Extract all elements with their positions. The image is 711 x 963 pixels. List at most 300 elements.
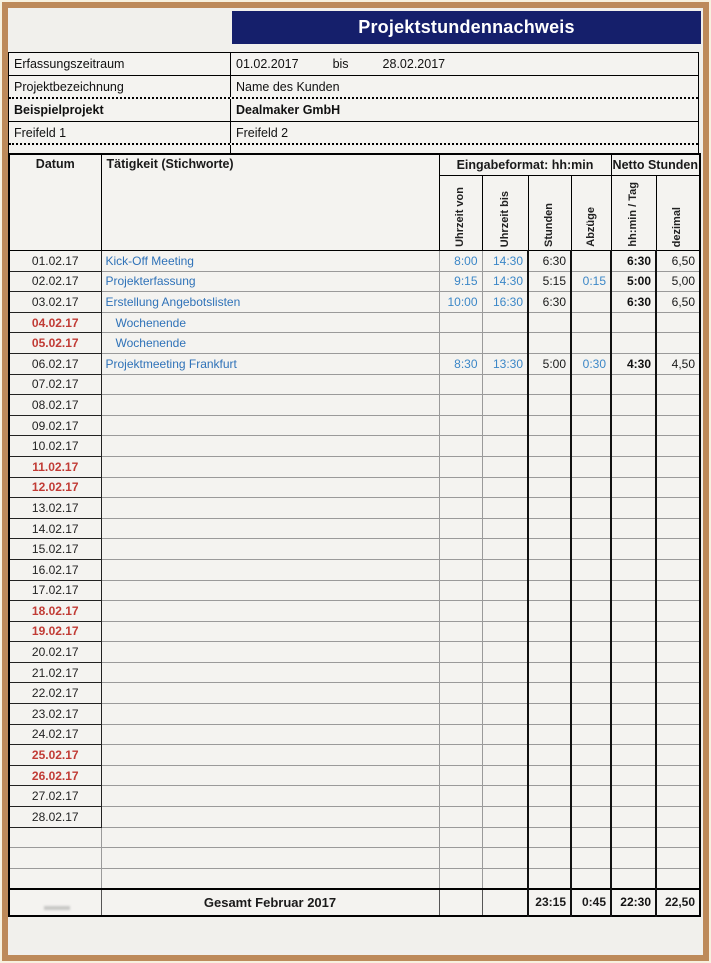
column-header-abzuege <box>571 176 611 251</box>
cell-date[interactable]: 11.02.17 <box>9 456 101 477</box>
cell-dezimal[interactable] <box>656 312 700 333</box>
cell-activity[interactable] <box>101 807 439 828</box>
cell-abzuege[interactable] <box>571 415 611 436</box>
cell-activity[interactable] <box>101 477 439 498</box>
cell-date[interactable]: 03.02.17 <box>9 292 101 313</box>
cell-activity[interactable] <box>101 683 439 704</box>
cell-abzuege[interactable] <box>571 539 611 560</box>
period-bis-word: bis <box>332 57 349 71</box>
cell-abzuege[interactable] <box>571 786 611 807</box>
cell-date[interactable]: 24.02.17 <box>9 724 101 745</box>
cell-abzuege[interactable] <box>571 456 611 477</box>
cell-bis[interactable] <box>482 498 528 519</box>
cell-stunden[interactable] <box>528 498 571 519</box>
cell-activity[interactable] <box>101 518 439 539</box>
cell-von[interactable]: 10:00 <box>439 292 482 313</box>
cell-abzuege[interactable] <box>571 642 611 663</box>
cell-date[interactable]: 01.02.17 <box>9 251 101 272</box>
cell-hhmin[interactable] <box>611 498 656 519</box>
cell-stunden[interactable] <box>528 786 571 807</box>
cell-activity[interactable] <box>101 415 439 436</box>
cell-date[interactable]: 02.02.17 <box>9 271 101 292</box>
total-von-cell <box>439 889 482 916</box>
cell-date[interactable] <box>9 848 101 869</box>
cell-bis[interactable] <box>482 374 528 395</box>
cell-hhmin[interactable] <box>611 518 656 539</box>
cell-bis[interactable] <box>482 704 528 725</box>
cell-bis[interactable] <box>482 601 528 622</box>
cell-stunden[interactable]: 6:30 <box>528 292 571 313</box>
cell-von[interactable] <box>439 456 482 477</box>
cell-dezimal[interactable]: 6,50 <box>656 292 700 313</box>
cell-date[interactable]: 27.02.17 <box>9 786 101 807</box>
cell-von[interactable] <box>439 807 482 828</box>
cell-dezimal[interactable] <box>656 704 700 725</box>
cell-bis[interactable] <box>482 395 528 416</box>
cell-hhmin[interactable] <box>611 621 656 642</box>
cell-hhmin[interactable] <box>611 559 656 580</box>
cell-dezimal[interactable] <box>656 765 700 786</box>
cell-stunden[interactable] <box>528 601 571 622</box>
cell-activity[interactable] <box>101 704 439 725</box>
cell-bis[interactable] <box>482 333 528 354</box>
cell-abzuege[interactable] <box>571 868 611 889</box>
total-label: Gesamt Februar 2017 <box>101 889 439 916</box>
cell-bis[interactable] <box>482 436 528 457</box>
table-row <box>9 868 700 889</box>
cell-dezimal[interactable] <box>656 724 700 745</box>
cell-dezimal[interactable] <box>656 683 700 704</box>
cell-activity[interactable] <box>101 456 439 477</box>
cell-bis[interactable] <box>482 745 528 766</box>
cell-bis[interactable] <box>482 477 528 498</box>
cell-stunden[interactable] <box>528 580 571 601</box>
cell-bis[interactable] <box>482 827 528 848</box>
cell-abzuege[interactable] <box>571 580 611 601</box>
cell-hhmin[interactable]: 6:30 <box>611 251 656 272</box>
cell-stunden[interactable] <box>528 765 571 786</box>
cell-bis[interactable] <box>482 621 528 642</box>
cell-hhmin[interactable] <box>611 374 656 395</box>
cell-von[interactable] <box>439 786 482 807</box>
cell-activity[interactable] <box>101 848 439 869</box>
cell-von[interactable] <box>439 539 482 560</box>
cell-von[interactable] <box>439 662 482 683</box>
cell-hhmin[interactable] <box>611 868 656 889</box>
column-header-uhrzeit-bis <box>482 176 528 251</box>
cell-dezimal[interactable] <box>656 518 700 539</box>
cell-date[interactable] <box>9 868 101 889</box>
cell-dezimal[interactable] <box>656 601 700 622</box>
cell-von[interactable] <box>439 683 482 704</box>
table-row <box>9 539 700 560</box>
cell-date[interactable]: 05.02.17 <box>9 333 101 354</box>
cell-hhmin[interactable] <box>611 786 656 807</box>
cell-abzuege[interactable] <box>571 704 611 725</box>
cell-von[interactable] <box>439 559 482 580</box>
cell-stunden[interactable] <box>528 827 571 848</box>
table-row <box>9 848 700 869</box>
cell-hhmin[interactable] <box>611 333 656 354</box>
cell-von[interactable]: 8:30 <box>439 353 482 374</box>
project-value[interactable]: Beispielprojekt <box>9 99 231 121</box>
cell-von[interactable] <box>439 415 482 436</box>
stunden-label: Stunden <box>543 203 556 247</box>
cell-abzuege[interactable] <box>571 745 611 766</box>
cell-von[interactable] <box>439 827 482 848</box>
artifact-smudge <box>44 906 70 910</box>
cell-abzuege[interactable] <box>571 374 611 395</box>
uhrzeit-von-label: Uhrzeit von <box>454 187 467 247</box>
cell-von[interactable] <box>439 848 482 869</box>
dezimal-label: dezimal <box>671 206 684 247</box>
column-header-hhmin-tag <box>611 176 656 251</box>
table-row <box>9 786 700 807</box>
cell-von[interactable] <box>439 704 482 725</box>
timesheet-table <box>8 153 701 917</box>
table-row <box>9 271 700 292</box>
cell-hhmin[interactable] <box>611 395 656 416</box>
cell-activity[interactable] <box>101 745 439 766</box>
timesheet-body <box>9 251 700 889</box>
table-row <box>9 601 700 622</box>
cell-date[interactable]: 22.02.17 <box>9 683 101 704</box>
cell-date[interactable]: 18.02.17 <box>9 601 101 622</box>
period-value-cell[interactable] <box>231 53 698 75</box>
cell-abzuege[interactable] <box>571 395 611 416</box>
project-label-row <box>9 76 698 99</box>
cell-activity[interactable] <box>101 580 439 601</box>
cell-date[interactable]: 20.02.17 <box>9 642 101 663</box>
cell-date[interactable]: 23.02.17 <box>9 704 101 725</box>
cell-date[interactable]: 26.02.17 <box>9 765 101 786</box>
cell-hhmin[interactable] <box>611 848 656 869</box>
cell-von[interactable] <box>439 580 482 601</box>
cell-bis[interactable] <box>482 786 528 807</box>
cell-von[interactable]: 8:00 <box>439 251 482 272</box>
cell-dezimal[interactable] <box>656 374 700 395</box>
cell-von[interactable] <box>439 498 482 519</box>
cell-bis[interactable] <box>482 642 528 663</box>
cell-abzuege[interactable] <box>571 333 611 354</box>
cell-von[interactable] <box>439 745 482 766</box>
cell-stunden[interactable] <box>528 683 571 704</box>
cell-date[interactable]: 15.02.17 <box>9 539 101 560</box>
cell-dezimal[interactable]: 5,00 <box>656 271 700 292</box>
cell-date[interactable]: 16.02.17 <box>9 559 101 580</box>
cell-bis[interactable]: 13:30 <box>482 353 528 374</box>
cell-date[interactable]: 28.02.17 <box>9 807 101 828</box>
cell-stunden[interactable] <box>528 395 571 416</box>
cell-abzuege[interactable] <box>571 251 611 272</box>
cell-abzuege[interactable] <box>571 848 611 869</box>
column-header-stunden <box>528 176 571 251</box>
cell-abzuege[interactable]: 0:15 <box>571 271 611 292</box>
cell-abzuege[interactable] <box>571 559 611 580</box>
cell-von[interactable]: 9:15 <box>439 271 482 292</box>
cell-date[interactable]: 08.02.17 <box>9 395 101 416</box>
cell-hhmin[interactable]: 6:30 <box>611 292 656 313</box>
cell-activity[interactable] <box>101 601 439 622</box>
table-row <box>9 518 700 539</box>
cell-activity[interactable] <box>101 786 439 807</box>
cell-stunden[interactable]: 5:00 <box>528 353 571 374</box>
cell-hhmin[interactable]: 5:00 <box>611 271 656 292</box>
cell-bis[interactable] <box>482 518 528 539</box>
cell-activity[interactable] <box>101 621 439 642</box>
cell-von[interactable] <box>439 477 482 498</box>
cell-stunden[interactable] <box>528 312 571 333</box>
cell-dezimal[interactable] <box>656 415 700 436</box>
cell-abzuege[interactable] <box>571 518 611 539</box>
cell-bis[interactable] <box>482 868 528 889</box>
cell-von[interactable] <box>439 312 482 333</box>
cell-dezimal[interactable] <box>656 807 700 828</box>
cell-stunden[interactable] <box>528 477 571 498</box>
cell-stunden[interactable] <box>528 745 571 766</box>
cell-bis[interactable]: 14:30 <box>482 251 528 272</box>
cell-bis[interactable] <box>482 765 528 786</box>
cell-abzuege[interactable] <box>571 827 611 848</box>
total-bis-cell <box>482 889 528 916</box>
cell-date[interactable]: 10.02.17 <box>9 436 101 457</box>
cell-bis[interactable] <box>482 456 528 477</box>
cell-date[interactable]: 25.02.17 <box>9 745 101 766</box>
total-row <box>9 889 700 916</box>
cell-activity[interactable] <box>101 539 439 560</box>
cell-stunden[interactable] <box>528 374 571 395</box>
table-row <box>9 436 700 457</box>
cell-stunden[interactable] <box>528 559 571 580</box>
cell-date[interactable]: 04.02.17 <box>9 312 101 333</box>
cell-abzuege[interactable] <box>571 662 611 683</box>
total-hhmin-tag: 22:30 <box>611 889 656 916</box>
cell-activity[interactable]: Projektmeeting Frankfurt <box>101 353 439 374</box>
cell-hhmin[interactable] <box>611 807 656 828</box>
cell-activity[interactable] <box>101 559 439 580</box>
cell-date[interactable]: 06.02.17 <box>9 353 101 374</box>
cell-bis[interactable] <box>482 683 528 704</box>
cell-hhmin[interactable] <box>611 436 656 457</box>
cell-von[interactable] <box>439 333 482 354</box>
cell-dezimal[interactable]: 6,50 <box>656 251 700 272</box>
cell-hhmin[interactable] <box>611 642 656 663</box>
cell-bis[interactable] <box>482 848 528 869</box>
cell-von[interactable] <box>439 621 482 642</box>
table-row <box>9 642 700 663</box>
cell-date[interactable]: 12.02.17 <box>9 477 101 498</box>
cell-dezimal[interactable] <box>656 868 700 889</box>
cell-activity[interactable]: Projekterfassung <box>101 271 439 292</box>
cell-dezimal[interactable] <box>656 477 700 498</box>
cell-hhmin[interactable] <box>611 456 656 477</box>
table-row <box>9 292 700 313</box>
cell-bis[interactable] <box>482 415 528 436</box>
cell-hhmin[interactable]: 4:30 <box>611 353 656 374</box>
table-row <box>9 374 700 395</box>
table-row <box>9 807 700 828</box>
cell-hhmin[interactable] <box>611 312 656 333</box>
cell-dezimal[interactable] <box>656 456 700 477</box>
cell-stunden[interactable] <box>528 333 571 354</box>
cell-bis[interactable]: 14:30 <box>482 271 528 292</box>
cell-von[interactable] <box>439 395 482 416</box>
cell-activity[interactable] <box>101 662 439 683</box>
cell-stunden[interactable] <box>528 518 571 539</box>
cell-dezimal[interactable] <box>656 395 700 416</box>
table-row <box>9 559 700 580</box>
cell-stunden[interactable] <box>528 868 571 889</box>
cell-dezimal[interactable] <box>656 786 700 807</box>
cell-stunden[interactable] <box>528 456 571 477</box>
fields-spacer-row <box>9 145 698 153</box>
cell-dezimal[interactable] <box>656 333 700 354</box>
table-row <box>9 312 700 333</box>
cell-date[interactable]: 19.02.17 <box>9 621 101 642</box>
header-fields <box>8 52 699 154</box>
cell-activity[interactable] <box>101 868 439 889</box>
total-dezimal: 22,50 <box>656 889 700 916</box>
cell-hhmin[interactable] <box>611 765 656 786</box>
abzuege-label: Abzüge <box>584 207 597 247</box>
cell-date[interactable]: 09.02.17 <box>9 415 101 436</box>
cell-von[interactable] <box>439 374 482 395</box>
cell-activity[interactable]: Wochenende <box>101 312 439 333</box>
cell-stunden[interactable]: 6:30 <box>528 251 571 272</box>
table-row <box>9 662 700 683</box>
period-from[interactable]: 01.02.2017 <box>236 57 299 71</box>
cell-bis[interactable] <box>482 539 528 560</box>
column-header-uhrzeit-von <box>439 176 482 251</box>
cell-hhmin[interactable] <box>611 827 656 848</box>
cell-hhmin[interactable] <box>611 415 656 436</box>
cell-abzuege[interactable] <box>571 477 611 498</box>
cell-hhmin[interactable] <box>611 580 656 601</box>
cell-dezimal[interactable] <box>656 539 700 560</box>
cell-dezimal[interactable] <box>656 498 700 519</box>
cell-stunden[interactable] <box>528 704 571 725</box>
cell-date[interactable] <box>9 827 101 848</box>
cell-bis[interactable] <box>482 559 528 580</box>
cell-stunden[interactable] <box>528 807 571 828</box>
cell-dezimal[interactable] <box>656 621 700 642</box>
cell-hhmin[interactable] <box>611 683 656 704</box>
cell-abzuege[interactable] <box>571 436 611 457</box>
cell-activity[interactable]: Kick-Off Meeting <box>101 251 439 272</box>
free-field-1[interactable]: Freifeld 1 <box>9 122 231 143</box>
table-row <box>9 621 700 642</box>
period-label: Erfassungszeitraum <box>9 53 231 75</box>
cell-abzuege[interactable] <box>571 621 611 642</box>
cell-activity[interactable] <box>101 498 439 519</box>
cell-dezimal[interactable] <box>656 436 700 457</box>
cell-stunden[interactable] <box>528 539 571 560</box>
fields-spacer-left <box>9 145 231 153</box>
cell-activity[interactable] <box>101 642 439 663</box>
cell-bis[interactable]: 16:30 <box>482 292 528 313</box>
cell-dezimal[interactable] <box>656 745 700 766</box>
cell-hhmin[interactable] <box>611 662 656 683</box>
customer-value[interactable]: Dealmaker GmbH <box>236 103 341 117</box>
cell-hhmin[interactable] <box>611 704 656 725</box>
cell-stunden[interactable] <box>528 436 571 457</box>
column-header-taetigkeit: Tätigkeit (Stichworte) <box>101 154 439 251</box>
table-row <box>9 353 700 374</box>
cell-von[interactable] <box>439 642 482 663</box>
cell-activity[interactable] <box>101 374 439 395</box>
cell-activity[interactable] <box>101 395 439 416</box>
table-row <box>9 415 700 436</box>
cell-dezimal[interactable] <box>656 662 700 683</box>
period-to[interactable]: 28.02.2017 <box>382 57 446 71</box>
cell-hhmin[interactable] <box>611 601 656 622</box>
cell-stunden[interactable] <box>528 662 571 683</box>
cell-activity[interactable]: Wochenende <box>101 333 439 354</box>
cell-date[interactable]: 13.02.17 <box>9 498 101 519</box>
cell-von[interactable] <box>439 601 482 622</box>
cell-hhmin[interactable] <box>611 745 656 766</box>
cell-stunden[interactable] <box>528 642 571 663</box>
cell-activity[interactable] <box>101 724 439 745</box>
cell-date[interactable]: 21.02.17 <box>9 662 101 683</box>
cell-stunden[interactable] <box>528 724 571 745</box>
cell-von[interactable] <box>439 518 482 539</box>
cell-activity[interactable] <box>101 827 439 848</box>
cell-hhmin[interactable] <box>611 724 656 745</box>
cell-abzuege[interactable] <box>571 601 611 622</box>
cell-activity[interactable] <box>101 436 439 457</box>
cell-stunden[interactable] <box>528 621 571 642</box>
cell-dezimal[interactable] <box>656 580 700 601</box>
cell-abzuege[interactable]: 0:30 <box>571 353 611 374</box>
cell-stunden[interactable]: 5:15 <box>528 271 571 292</box>
cell-abzuege[interactable] <box>571 292 611 313</box>
cell-dezimal[interactable] <box>656 848 700 869</box>
cell-activity[interactable] <box>101 765 439 786</box>
cell-date[interactable]: 14.02.17 <box>9 518 101 539</box>
cell-abzuege[interactable] <box>571 498 611 519</box>
cell-abzuege[interactable] <box>571 765 611 786</box>
cell-dezimal[interactable] <box>656 642 700 663</box>
cell-hhmin[interactable] <box>611 477 656 498</box>
cell-bis[interactable] <box>482 724 528 745</box>
cell-date[interactable]: 07.02.17 <box>9 374 101 395</box>
cell-abzuege[interactable] <box>571 312 611 333</box>
cell-abzuege[interactable] <box>571 724 611 745</box>
cell-von[interactable] <box>439 436 482 457</box>
cell-hhmin[interactable] <box>611 539 656 560</box>
cell-dezimal[interactable] <box>656 827 700 848</box>
cell-dezimal[interactable]: 4,50 <box>656 353 700 374</box>
free-field-2[interactable]: Freifeld 2 <box>236 126 289 140</box>
cell-activity[interactable]: Erstellung Angebotslisten <box>101 292 439 313</box>
table-row <box>9 333 700 354</box>
cell-abzuege[interactable] <box>571 807 611 828</box>
cell-dezimal[interactable] <box>656 559 700 580</box>
cell-stunden[interactable] <box>528 848 571 869</box>
cell-von[interactable] <box>439 765 482 786</box>
cell-bis[interactable] <box>482 312 528 333</box>
cell-von[interactable] <box>439 724 482 745</box>
cell-date[interactable]: 17.02.17 <box>9 580 101 601</box>
cell-bis[interactable] <box>482 580 528 601</box>
period-row <box>9 53 698 76</box>
cell-bis[interactable] <box>482 807 528 828</box>
cell-bis[interactable] <box>482 662 528 683</box>
cell-von[interactable] <box>439 868 482 889</box>
cell-stunden[interactable] <box>528 415 571 436</box>
cell-abzuege[interactable] <box>571 683 611 704</box>
